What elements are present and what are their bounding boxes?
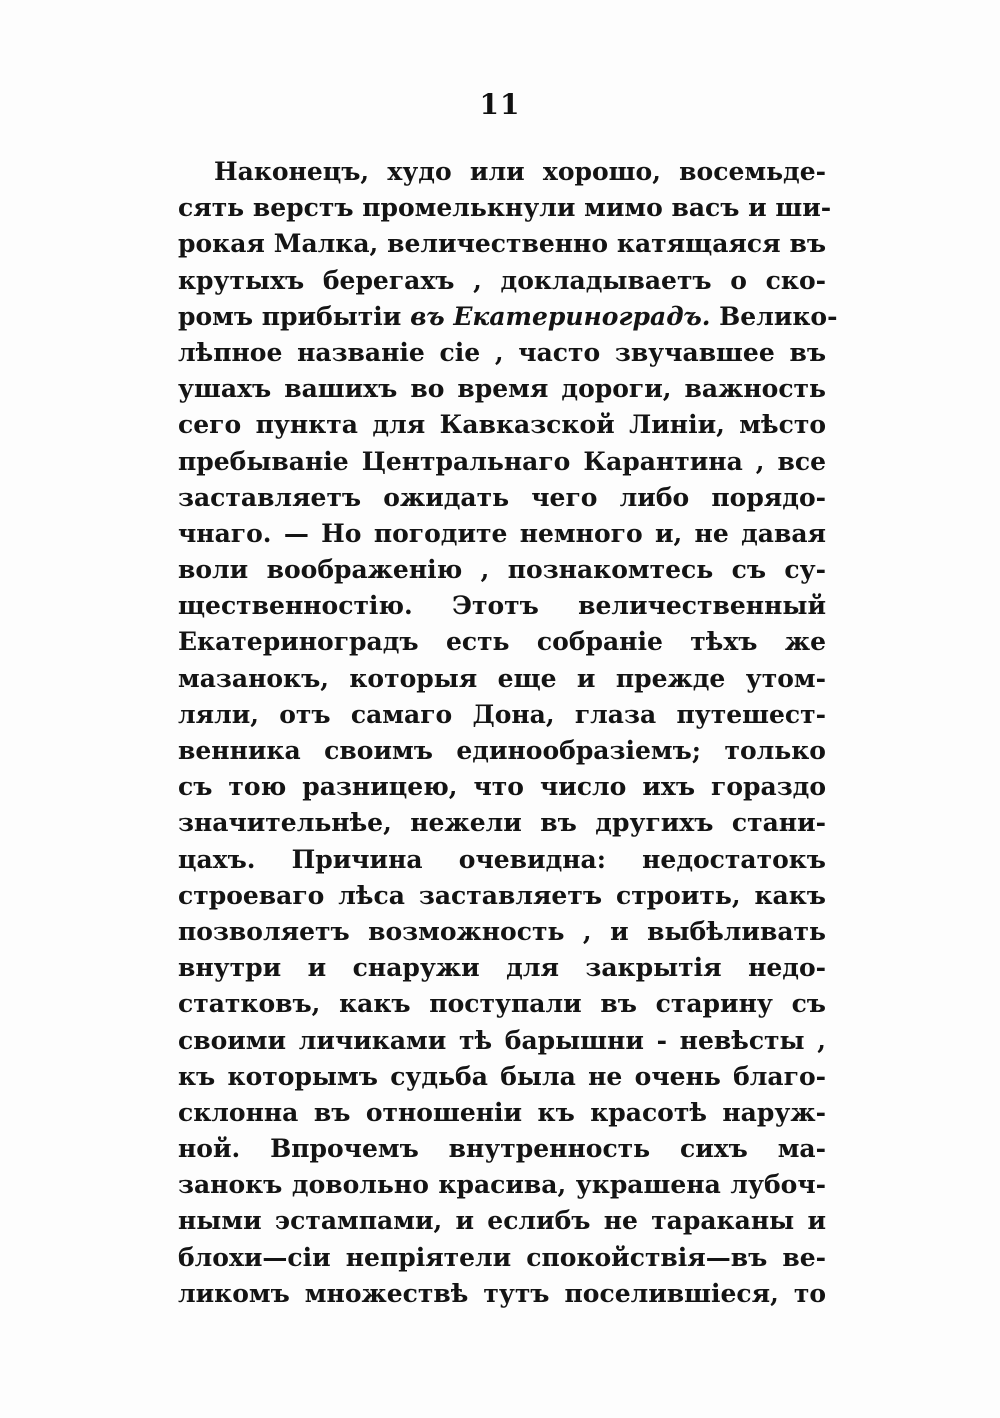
text-line: ляли, отъ самаго Дона, глаза путешест- bbox=[178, 699, 826, 729]
body-text bbox=[178, 154, 838, 1312]
text-line: занокъ довольно красива, украшена лубоч- bbox=[178, 1170, 826, 1200]
text-line: венника своимъ единообразіемъ; только bbox=[178, 736, 826, 765]
text-segment: ромъ прибытіи bbox=[178, 301, 402, 331]
text-segment: Велико- bbox=[719, 301, 838, 331]
text-line: сять верстъ промелькнули мимо васъ и ши- bbox=[178, 193, 832, 223]
text-line: къ которымъ судьба была не очень благо- bbox=[178, 1061, 826, 1091]
text-line: Екатериноградъ есть собраніе тѣхъ же bbox=[178, 627, 826, 657]
text-line: ными эстампами, и еслибъ не тараканы и bbox=[178, 1206, 826, 1236]
text-line: строеваго лѣса заставляетъ строить, какъ bbox=[178, 880, 826, 910]
place-name-italic: въ Екатериноградъ. bbox=[410, 301, 711, 331]
text-line: чнаго. — Но погодите немного и, не давая bbox=[178, 518, 826, 548]
text-line: значительнѣе, нежели въ другихъ стани- bbox=[178, 808, 826, 838]
text-line: заставляетъ ожидать чего либо порядо- bbox=[178, 482, 826, 512]
text-line: склонна въ отношеніи къ красотѣ наруж- bbox=[178, 1097, 826, 1127]
text-line: лѣпное названіе сіе , часто звучавшее въ bbox=[178, 337, 826, 367]
text-line: статковъ, какъ поступали въ старину съ bbox=[178, 989, 826, 1019]
text-line: щественностію. Этотъ величественный bbox=[178, 591, 826, 621]
page-number: 11 bbox=[479, 88, 521, 121]
text-line: ликомъ множествѣ тутъ поселившіеся, то bbox=[178, 1278, 826, 1308]
text-line: блохи—сіи непріятели спокойствія—въ ве- bbox=[178, 1242, 826, 1272]
text-line: ной. Впрочемъ внутренность сихъ ма- bbox=[178, 1134, 826, 1164]
text-line: мазанокъ, которыя еще и прежде утом- bbox=[178, 663, 826, 693]
text-line: ушахъ вашихъ во время дороги, важность bbox=[178, 374, 826, 404]
text-line-mixed bbox=[178, 299, 838, 335]
text-line: Наконецъ, худо или хорошо, восемьде- bbox=[214, 157, 826, 186]
text-line: крутыхъ берегахъ , докладываетъ о ско- bbox=[178, 265, 826, 295]
text-line: сего пункта для Кавказской Линіи, мѣсто bbox=[178, 410, 826, 440]
text-line: внутри и снаружи для закрытія недо- bbox=[178, 953, 826, 983]
text-line: рокая Малка, величественно катящаяся въ bbox=[178, 229, 826, 259]
text-line: цахъ. Причина очевидна: недостатокъ bbox=[178, 844, 826, 874]
text-line: пребываніе Центральнаго Карантина , все bbox=[178, 446, 826, 476]
text-line: воли воображенію , познакомтесь съ су- bbox=[178, 555, 826, 585]
text-line: съ тою разницею, что число ихъ гораздо bbox=[178, 772, 826, 802]
text-line: позволяетъ возможность , и выбѣливать bbox=[178, 916, 826, 946]
text-line: своими личиками тѣ барышни - невѣсты , bbox=[178, 1025, 826, 1055]
